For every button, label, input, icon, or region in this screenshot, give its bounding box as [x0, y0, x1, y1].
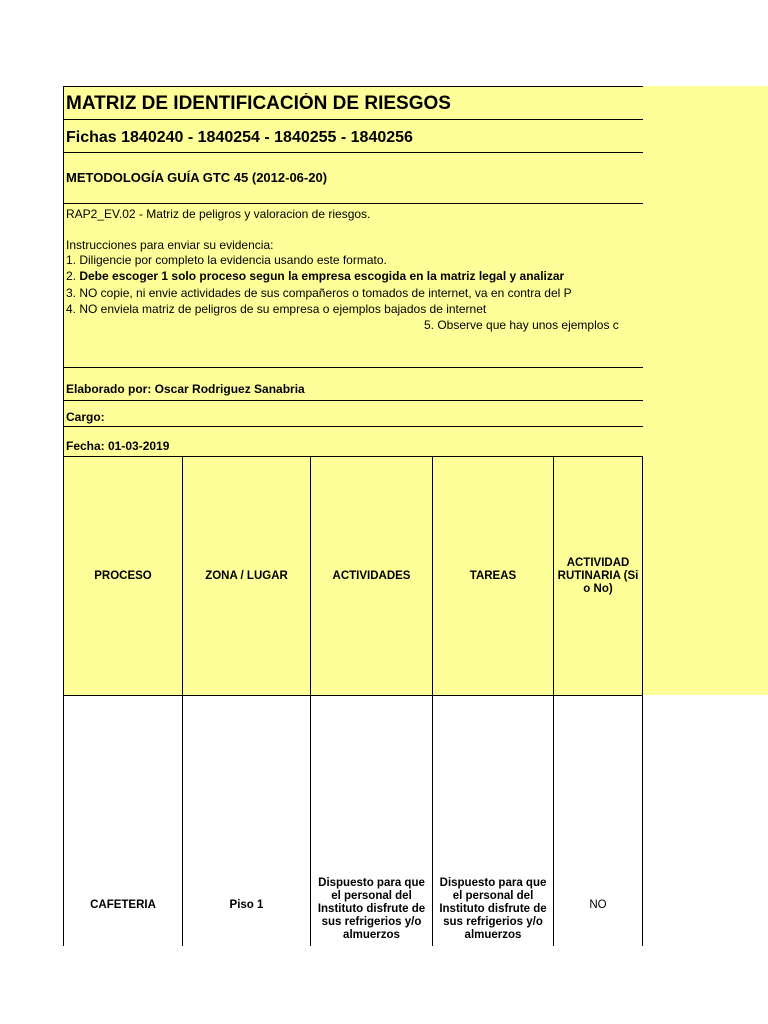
metodologia-label: METODOLOGÍA GUÍA GTC 45 (2012-06-20)	[66, 170, 328, 185]
cell-zona-lugar: Piso 1	[182, 695, 311, 965]
instruction-2-prefix: 2.	[66, 269, 80, 283]
cell-tareas: Dispuesto para que el personal del Instituto disfrute de sus refrigerios y/o almuerzos	[432, 695, 554, 965]
header-tareas: TAREAS	[432, 456, 554, 696]
rule	[63, 203, 643, 204]
rule	[63, 152, 643, 153]
instruction-2-bold: Debe escoger 1 solo proceso segun la empresa escogida en la matriz legal y analizar	[79, 269, 565, 283]
header-actividades: ACTIVIDADES	[310, 456, 433, 696]
instructions-header: Instrucciones para enviar su evidencia:	[66, 238, 274, 252]
instruction-2	[66, 269, 642, 283]
fichas-label: Fichas 1840240 - 1840254 - 1840255 - 1840256	[66, 129, 413, 146]
instruction-5: 5. Observe que hay unos ejemplos c	[424, 318, 619, 332]
page-margin-bottom	[0, 946, 768, 1024]
header-actividad-rutinaria: ACTIVIDAD RUTINARIA (Si o No)	[553, 456, 643, 696]
rule	[63, 367, 643, 368]
instruction-1: 1. Diligencie por completo la evidencia usando este formato.	[66, 253, 387, 267]
header-zona-lugar: ZONA / LUGAR	[182, 456, 311, 696]
cell-actividad-rutinaria: NO	[553, 695, 643, 965]
rule	[63, 86, 643, 87]
cargo-label: Cargo:	[66, 410, 105, 424]
instruction-4: 4. NO enviela matriz de peligros de su empresa o ejemplos bajados de internet	[66, 302, 487, 316]
rule	[63, 426, 643, 427]
page-title: MATRIZ DE IDENTIFICACIÓN DE RIESGOS	[66, 93, 451, 114]
elaborado-label: Elaborado por: Oscar Rodriguez Sanabria	[66, 382, 305, 396]
cell-proceso: CAFETERIA	[63, 695, 183, 965]
rap-line: RAP2_EV.02 - Matriz de peligros y valoracion de riesgos.	[66, 207, 371, 221]
instruction-3: 3. NO copie, ni envie actividades de sus compañeros o tomados de internet, va en contra del P	[66, 286, 572, 300]
rule	[63, 119, 643, 120]
fecha-label: Fecha: 01-03-2019	[66, 439, 170, 453]
cell-actividades: Dispuesto para que el personal del Instituto disfrute de sus refrigerios y/o almuerzos	[310, 695, 433, 965]
yellow-fill-right	[643, 86, 768, 695]
header-proceso: PROCESO	[63, 456, 183, 696]
rule	[63, 400, 643, 401]
